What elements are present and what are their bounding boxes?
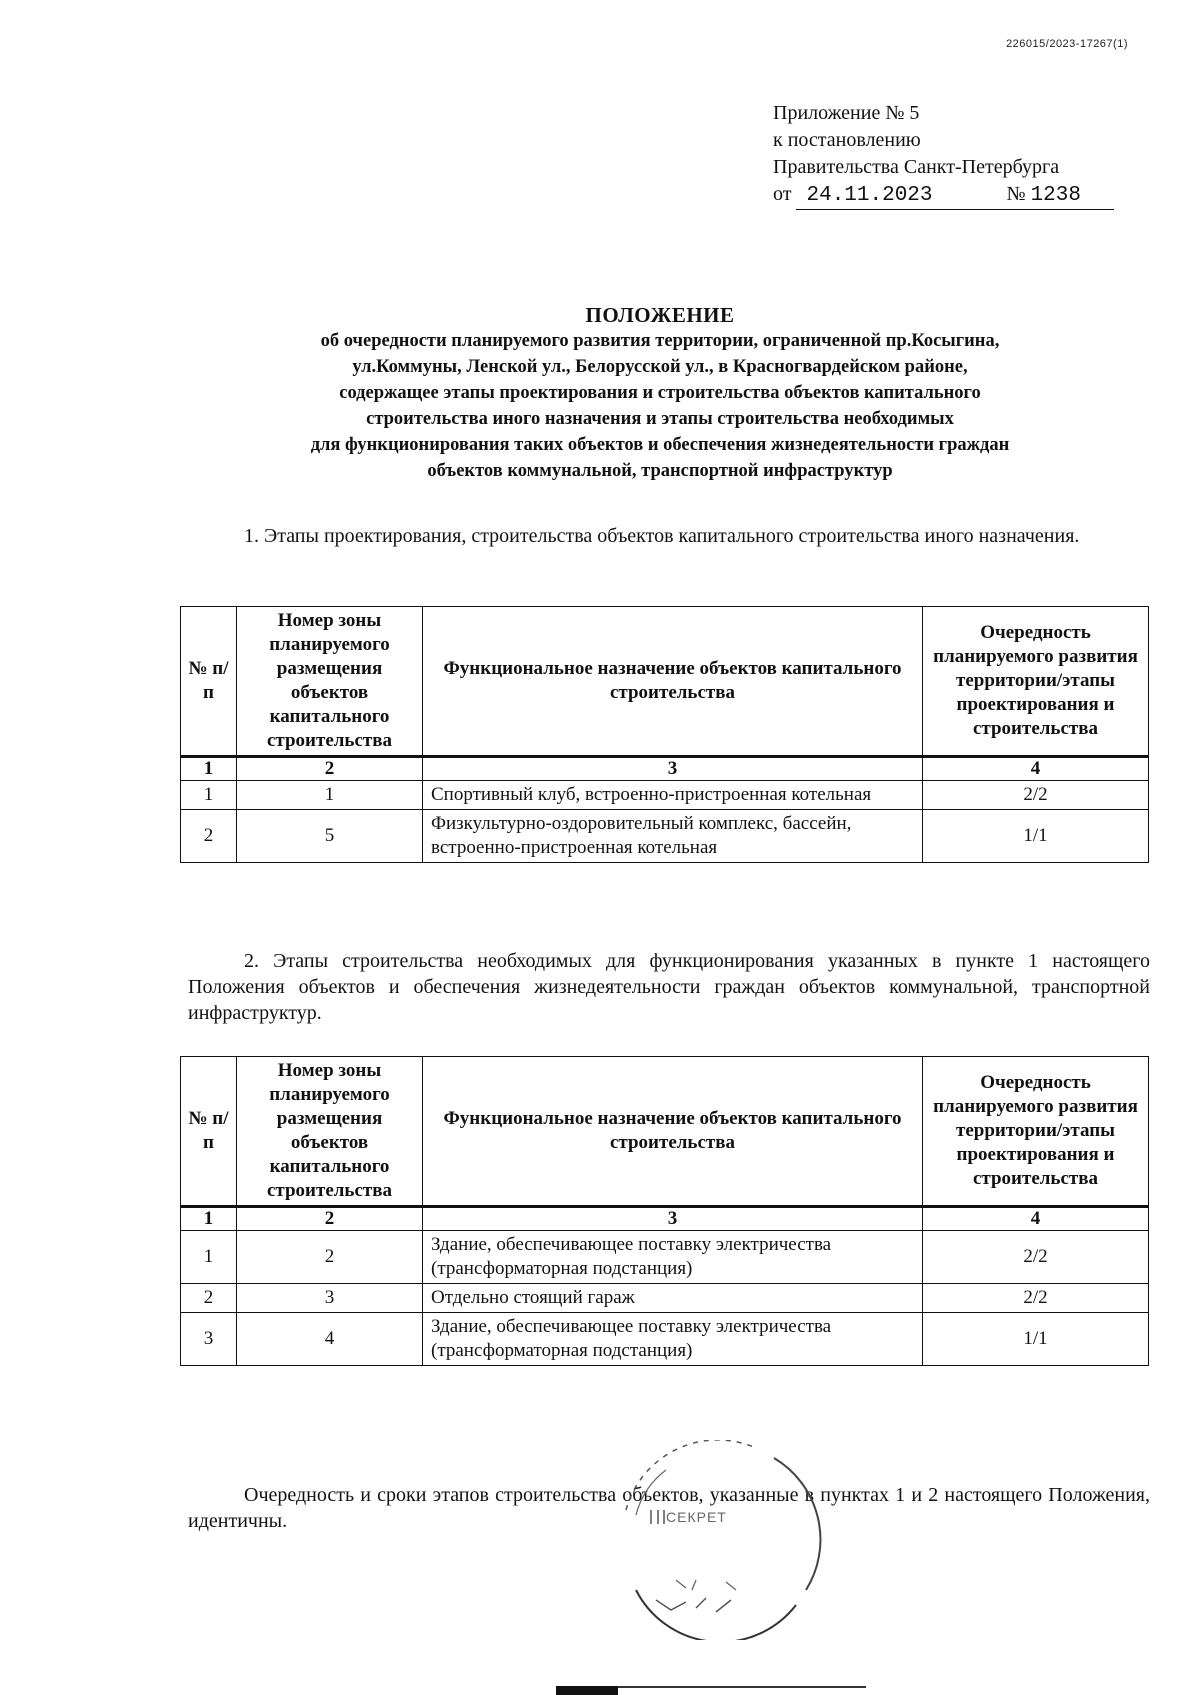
- row-number: 1: [181, 781, 237, 810]
- appendix-line-1: Приложение № 5: [773, 102, 920, 124]
- scan-line: [618, 1686, 866, 1688]
- col-header-zone: Номер зоны планируемого размещения объектов капитального строительства: [237, 1057, 423, 1207]
- table-row: [181, 1231, 1149, 1284]
- row-number: 2: [181, 1284, 237, 1313]
- table-row: [181, 1313, 1149, 1366]
- decree-number-wrap: [1006, 181, 1114, 210]
- scan-mark: [556, 1686, 618, 1695]
- registration-number: 226015/2023-17267(1): [1006, 38, 1128, 50]
- heading-line-1: об очередности планируемого развития территории, ограниченной пр.Косыгина,: [320, 331, 1000, 351]
- number-label: №: [1006, 183, 1026, 205]
- column-number: 4: [923, 1207, 1149, 1231]
- zone-number: 2: [237, 1231, 423, 1284]
- purpose-cell: Физкультурно-оздоровительный комплекс, бассейн, встроенно-пристроенная котельная: [423, 810, 923, 863]
- purpose-cell: Здание, обеспечивающее поставку электричества (трансформаторная подстанция): [423, 1313, 923, 1366]
- table-1-header-row: [181, 607, 1149, 757]
- col-header-zone: Номер зоны планируемого размещения объектов капитального строительства: [237, 607, 423, 757]
- order-cell: 2/2: [923, 1231, 1149, 1284]
- heading-line-3: содержащее этапы проектирования и строительства объектов капитального: [339, 383, 981, 403]
- appendix-date-line: [773, 181, 1114, 210]
- row-number: 3: [181, 1313, 237, 1366]
- table-row: [181, 810, 1149, 863]
- col-header-number: № п/п: [181, 1057, 237, 1207]
- purpose-cell: Здание, обеспечивающее поставку электричества (трансформаторная подстанция): [423, 1231, 923, 1284]
- order-cell: 1/1: [923, 810, 1149, 863]
- column-number: 2: [237, 1207, 423, 1231]
- section-1-text: 1. Этапы проектирования, строительства объектов капитального строительства иного назначения.: [244, 525, 1080, 547]
- seal-inscription: СЕКРЕТ: [666, 1509, 727, 1525]
- appendix-line-2: к постановлению: [773, 129, 921, 151]
- document-title: ПОЛОЖЕНИЕ: [585, 303, 735, 327]
- table-row: [181, 1284, 1149, 1313]
- table-1-column-numbers: [181, 757, 1149, 781]
- zone-number: 3: [237, 1284, 423, 1313]
- row-number: 2: [181, 810, 237, 863]
- table-2: [180, 1056, 1149, 1366]
- appendix-line-3: Правительства Санкт-Петербурга: [773, 156, 1060, 178]
- table-2-header-row: [181, 1057, 1149, 1207]
- official-seal-stamp: [596, 1440, 836, 1640]
- purpose-cell: Отдельно стоящий гараж: [423, 1284, 923, 1313]
- order-cell: 2/2: [923, 1284, 1149, 1313]
- col-header-order: Очередность планируемого развития территории/этапы проектирования и строительства: [923, 607, 1149, 757]
- section-2-text: 2. Этапы строительства необходимых для функционирования указанных в пункте 1 настоящего Положения объектов и обеспечения жизнедеятельности граждан объектов коммунальной, транспортной инфраструктур.: [188, 950, 1150, 1024]
- order-cell: 2/2: [923, 781, 1149, 810]
- heading-line-4: строительства иного назначения и этапы строительства необходимых: [366, 409, 954, 429]
- zone-number: 5: [237, 810, 423, 863]
- row-number: 1: [181, 1231, 237, 1284]
- table-1: [180, 606, 1149, 863]
- col-header-purpose: Функциональное назначение объектов капитального строительства: [423, 607, 923, 757]
- column-number: 3: [423, 1207, 923, 1231]
- table-row: [181, 781, 1149, 810]
- heading-line-2: ул.Коммуны, Ленской ул., Белорусской ул., в Красногвардейском районе,: [352, 357, 968, 377]
- scan-bottom-edge: [556, 1686, 866, 1695]
- column-number: 2: [237, 757, 423, 781]
- zone-number: 1: [237, 781, 423, 810]
- document-heading: [160, 302, 1160, 484]
- table-2-column-numbers: [181, 1207, 1149, 1231]
- column-number: 4: [923, 757, 1149, 781]
- purpose-cell: Спортивный клуб, встроенно-пристроенная котельная: [423, 781, 923, 810]
- heading-line-6: объектов коммунальной, транспортной инфраструктур: [427, 461, 893, 481]
- zone-number: 4: [237, 1313, 423, 1366]
- col-header-purpose: Функциональное назначение объектов капитального строительства: [423, 1057, 923, 1207]
- appendix-block: [773, 100, 1114, 210]
- column-number: 1: [181, 1207, 237, 1231]
- column-number: 3: [423, 757, 923, 781]
- col-header-number: № п/п: [181, 607, 237, 757]
- column-number: 1: [181, 757, 237, 781]
- closing-text: Очередность и сроки этапов строительства объектов, указанные в пунктах 1 и 2 настоящего Положения, идентичны.: [188, 1484, 1150, 1532]
- decree-number: 1238: [1030, 184, 1081, 207]
- heading-line-5: для функционирования таких объектов и обеспечения жизнедеятельности граждан: [310, 435, 1010, 455]
- order-cell: 1/1: [923, 1313, 1149, 1366]
- col-header-order: Очередность планируемого развития территории/этапы проектирования и строительства: [923, 1057, 1149, 1207]
- from-label: от: [773, 183, 792, 205]
- decree-date: 24.11.2023: [796, 182, 1006, 210]
